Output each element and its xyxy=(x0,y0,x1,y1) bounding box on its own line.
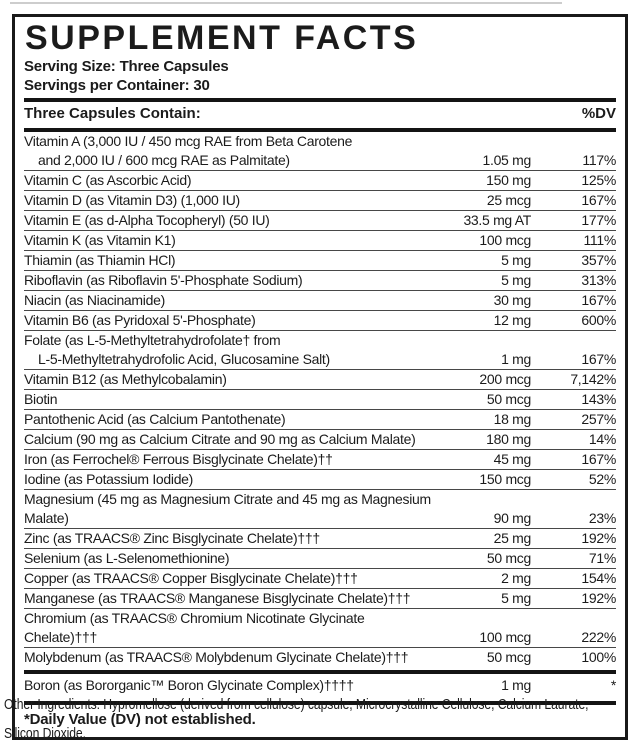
nutrient-amount: 150 mg xyxy=(486,172,531,188)
nutrient-amount: 180 mg xyxy=(486,431,531,447)
nutrient-dv: 143% xyxy=(581,391,616,407)
daily-value-footnote: *Daily Value (DV) not established. xyxy=(24,711,256,728)
nutrient-dv: 167% xyxy=(581,351,616,367)
serving-size: Serving Size: Three Capsules xyxy=(24,58,229,75)
nutrient-name: Pantothenic Acid (as Calcium Pantothenate) xyxy=(24,411,286,427)
supplement-facts-panel xyxy=(12,14,628,740)
nutrient-amount: 30 mg xyxy=(493,292,531,308)
nutrient-amount: 150 mcg xyxy=(479,471,531,487)
nutrient-amount: 1.05 mg xyxy=(482,152,531,168)
nutrient-amount: 5 mg xyxy=(501,590,531,606)
nutrient-dv: * xyxy=(610,677,616,693)
nutrient-amount: 50 mcg xyxy=(486,649,531,665)
dv-column-label: %DV xyxy=(581,105,616,122)
table-row xyxy=(24,430,616,450)
nutrient-amount: 200 mcg xyxy=(479,371,531,387)
nutrient-dv: 14% xyxy=(588,431,616,447)
nutrient-amount: 2 mg xyxy=(501,570,531,586)
crop-edge-artifact xyxy=(10,2,562,4)
table-row xyxy=(24,191,616,211)
nutrient-name: Biotin xyxy=(24,391,58,407)
table-row xyxy=(24,569,616,589)
table-header xyxy=(24,102,616,125)
nutrient-dv: 154% xyxy=(581,570,616,586)
other-ingredients xyxy=(4,691,640,741)
panel-title: SUPPLEMENT FACTS xyxy=(25,19,419,57)
nutrient-name: Iodine (as Potassium Iodide) xyxy=(24,471,194,487)
nutrient-dv: 52% xyxy=(588,471,616,487)
nutrient-name: Chromium (as TRAACS® Chromium Nicotinate Glycinate Chelate)††† xyxy=(24,610,365,645)
nutrient-amount: 1 mg xyxy=(501,677,531,693)
nutrient-dv: 167% xyxy=(581,192,616,208)
nutrient-amount: 18 mg xyxy=(493,411,531,427)
nutrient-amount: 25 mg xyxy=(493,530,531,546)
nutrient-dv: 167% xyxy=(581,292,616,308)
nutrient-amount: 50 mcg xyxy=(486,391,531,407)
nutrient-amount: 50 mcg xyxy=(486,550,531,566)
nutrient-dv: 222% xyxy=(581,629,616,645)
nutrient-amount: 25 mcg xyxy=(486,192,531,208)
nutrient-table xyxy=(24,132,616,667)
nutrient-name: Thiamin (as Thiamin HCl) xyxy=(24,252,176,268)
nutrient-name: Niacin (as Niacinamide) xyxy=(24,292,165,308)
nutrient-amount: 12 mg xyxy=(493,312,531,328)
nutrient-name: Boron (as Bororganic™ Boron Glycinate Complex)†††† xyxy=(24,677,354,693)
nutrient-name: Copper (as TRAACS® Copper Bisglycinate Chelate)††† xyxy=(24,570,358,586)
table-row xyxy=(24,132,616,171)
nutrient-name: Calcium (90 mg as Calcium Citrate and 90 mg as Calcium Malate) xyxy=(24,431,416,447)
table-row xyxy=(24,390,616,410)
nutrient-name: Molybdenum (as TRAACS® Molybdenum Glycinate Chelate)††† xyxy=(24,649,409,665)
nutrient-dv: 313% xyxy=(581,272,616,288)
nutrient-amount: 5 mg xyxy=(501,252,531,268)
table-row xyxy=(24,450,616,470)
nutrient-dv: 125% xyxy=(581,172,616,188)
nutrient-dv: 7,142% xyxy=(570,371,616,387)
table-row xyxy=(24,291,616,311)
nutrient-amount: 100 mcg xyxy=(479,629,531,645)
nutrient-dv: 192% xyxy=(581,530,616,546)
nutrient-amount: 90 mg xyxy=(493,510,531,526)
nutrient-name: Vitamin E (as d-Alpha Tocopheryl) (50 IU) xyxy=(24,212,270,228)
nutrient-dv: 71% xyxy=(588,550,616,566)
table-row xyxy=(24,171,616,191)
table-row xyxy=(24,470,616,490)
nutrient-dv: 23% xyxy=(588,510,616,526)
table-row xyxy=(24,231,616,251)
other-ingredients-line: Other Ingredients: Hypromellose (derived from cellulose) capsule, Microcrystalline Cellulose, Calcium Laurate, xyxy=(4,697,589,713)
table-row xyxy=(24,331,616,370)
nutrient-name: Magnesium (45 mg as Magnesium Citrate and 45 mg as Magnesium Malate) xyxy=(24,491,431,526)
table-row xyxy=(24,549,616,569)
nutrient-dv: 600% xyxy=(581,312,616,328)
nutrient-name: Manganese (as TRAACS® Manganese Bisglycinate Chelate)††† xyxy=(24,590,411,606)
nutrient-amount: 1 mg xyxy=(501,351,531,367)
nutrient-dv: 167% xyxy=(581,451,616,467)
servings-per-container: Servings per Container: 30 xyxy=(24,77,210,94)
contains-label: Three Capsules Contain: xyxy=(24,105,201,122)
table-row xyxy=(24,529,616,549)
nutrient-name: Vitamin D (as Vitamin D3) (1,000 IU) xyxy=(24,192,240,208)
nutrient-dv: 111% xyxy=(583,232,616,248)
nutrient-dv: 100% xyxy=(581,649,616,665)
table-row xyxy=(24,410,616,430)
table-row xyxy=(24,609,616,648)
table-row xyxy=(24,211,616,231)
nutrient-amount: 5 mg xyxy=(501,272,531,288)
other-ingredients-line: Silicon Dioxide. xyxy=(4,726,86,741)
nutrient-dv: 192% xyxy=(581,590,616,606)
nutrient-dv: 257% xyxy=(581,411,616,427)
table-row xyxy=(24,589,616,609)
nutrient-name: Vitamin B6 (as Pyridoxal 5'-Phosphate) xyxy=(24,312,256,328)
table-row xyxy=(24,490,616,529)
table-row xyxy=(24,648,616,667)
nutrient-name: Riboflavin (as Riboflavin 5'-Phosphate Sodium) xyxy=(24,272,303,288)
table-row xyxy=(24,311,616,331)
nutrient-dv: 117% xyxy=(582,152,616,168)
nutrient-dv: 357% xyxy=(581,252,616,268)
nutrient-name: Iron (as Ferrochel® Ferrous Bisglycinate Chelate)†† xyxy=(24,451,333,467)
nutrient-name: Vitamin A (3,000 IU / 450 mcg RAE from Beta Carotene and 2,000 IU / 600 mcg RAE as Palmitate) xyxy=(24,133,353,168)
nutrient-amount: 45 mg xyxy=(493,451,531,467)
table-row xyxy=(24,370,616,390)
nutrient-name: Folate (as L-5-Methyltetrahydrofolate† from L-5-Methyltetrahydrofolic Acid, Glucosamine Salt) xyxy=(24,332,330,367)
table-row xyxy=(24,271,616,291)
nutrient-dv: 177% xyxy=(581,212,616,228)
nutrient-amount: 100 mcg xyxy=(479,232,531,248)
nutrient-name: Vitamin C (as Ascorbic Acid) xyxy=(24,172,192,188)
nutrient-name: Vitamin B12 (as Methylcobalamin) xyxy=(24,371,227,387)
table-row xyxy=(24,251,616,271)
nutrient-amount: 33.5 mg AT xyxy=(463,212,531,228)
nutrient-name: Zinc (as TRAACS® Zinc Bisglycinate Chelate)††† xyxy=(24,530,320,546)
nutrient-name: Selenium (as L-Selenomethionine) xyxy=(24,550,230,566)
nutrient-name: Vitamin K (as Vitamin K1) xyxy=(24,232,176,248)
